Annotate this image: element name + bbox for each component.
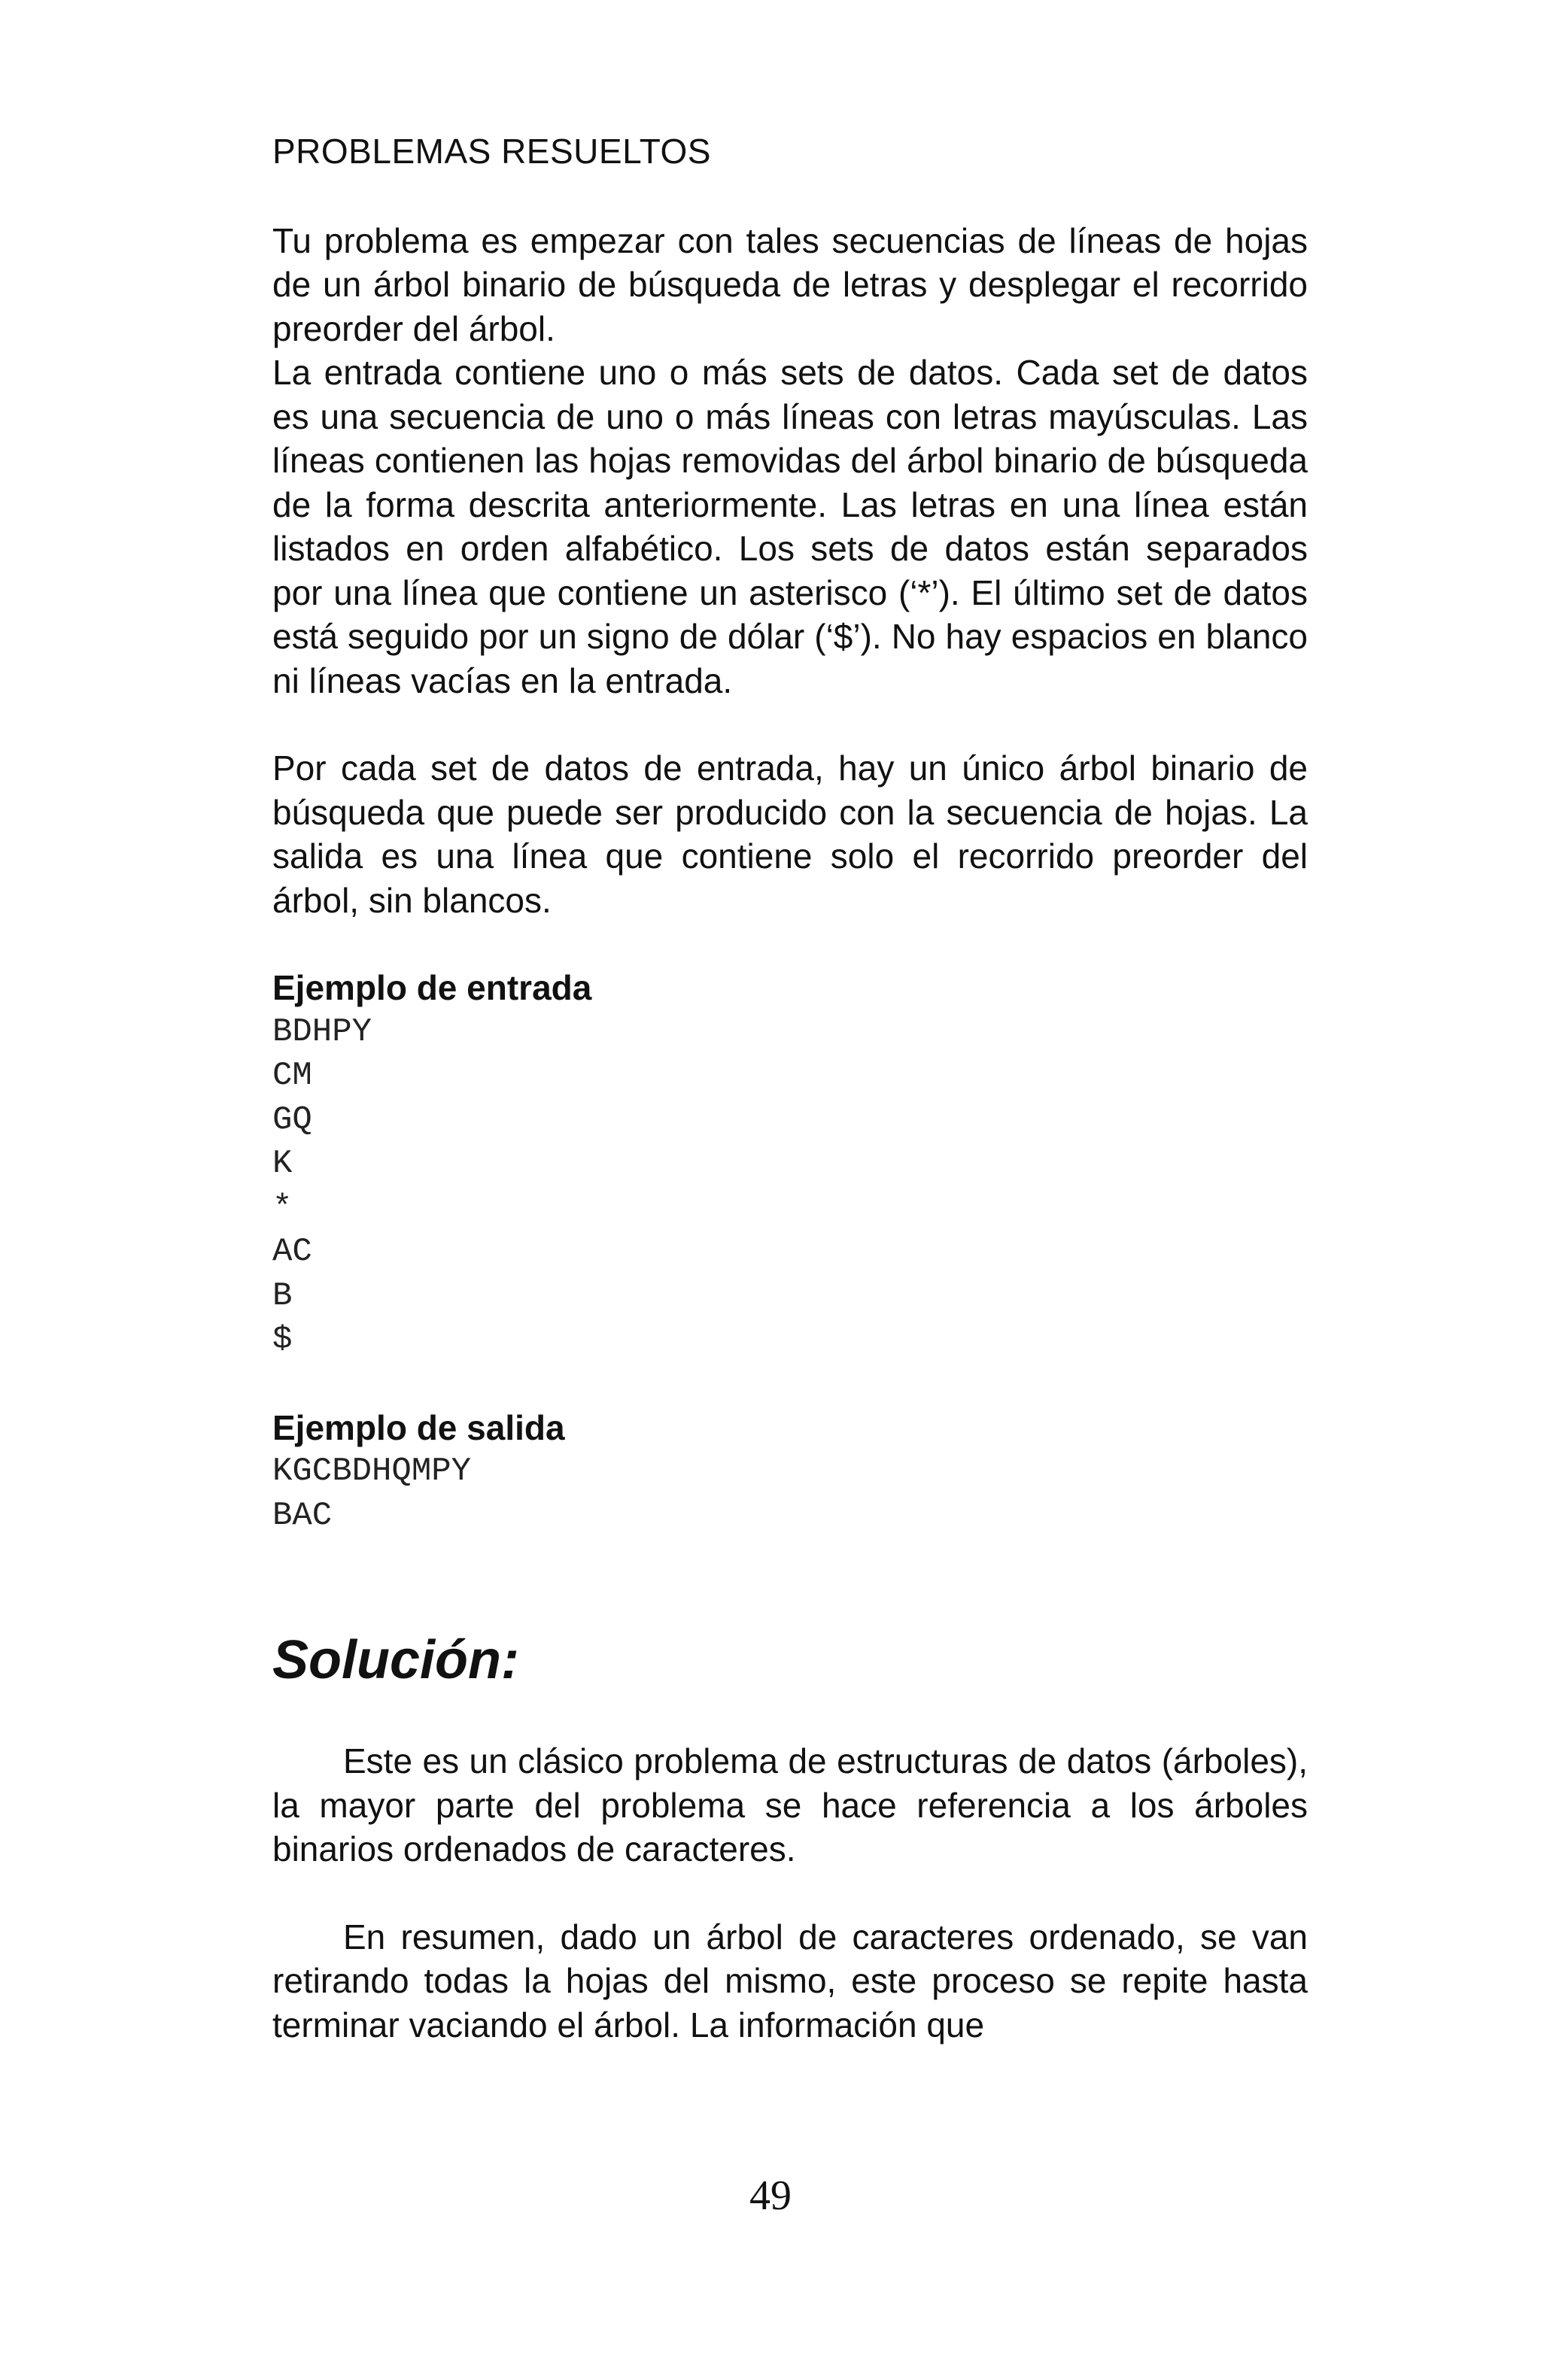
code-line: $ [272,1321,293,1358]
example-output-heading: Ejemplo de salida [272,1407,565,1447]
code-line: * [272,1188,293,1227]
code-line: BAC [272,1496,333,1535]
example-output-block [272,1450,1308,1538]
running-header: PROBLEMAS RESUELTOS [272,132,711,171]
intro-paragraph-2: La entrada contiene uno o más sets de datos. Cada set de datos es una secuencia de uno o más líneas con letras mayúsculas. Las líneas contienen las hojas removidas del árbol binario de búsqueda de la forma descrita anteriormente. Las letras en una línea están listados en orden alfabético. Los sets de datos están separados por una línea que contiene un asterisco (‘*’). El último set de datos está seguido por un signo de dólar (‘$’). No hay espacios en blanco ni líneas vacías en la entrada. [272,353,1308,700]
example-input-heading: Ejemplo de entrada [272,968,592,1007]
spacer [272,174,1308,219]
code-line: K [272,1145,293,1182]
intro-paragraph-3: Por cada set de datos de entrada, hay un único árbol binario de búsqueda que puede ser producido con la secuencia de hojas. La salida es una línea que contiene solo el recorrido preorder del árbol, sin blancos. [272,748,1308,920]
spacer [272,703,1308,746]
solution-heading: Solución: [272,1630,519,1690]
code-line: CM [272,1057,312,1094]
spacer [272,922,1308,966]
code-line: KGCBDHQMPY [272,1453,472,1490]
intro-paragraph-1: Tu problema es empezar con tales secuencias de líneas de hojas de un árbol binario de búsqueda de letras y desplegar el recorrido preorder del árbol. [272,220,1308,348]
example-input-block [272,1010,1308,1362]
solution-paragraph-2: En resumen, dado un árbol de caracteres ordenado, se van retirando todas la hojas del mismo, este proceso se repite hasta terminar vaciando el árbol. La información que [272,1917,1308,2045]
document-page [272,129,1308,2047]
solution-paragraph-1: Este es un clásico problema de estructuras de datos (árboles), la mayor parte del problema se hace referencia a los árboles binarios ordenados de caracteres. [272,1741,1308,1868]
spacer [272,1872,1308,1915]
code-line: B [272,1277,293,1315]
page-number: 49 [749,2172,792,2219]
code-line: GQ [272,1100,312,1139]
spacer [272,1694,1308,1739]
code-line: AC [272,1233,312,1270]
code-line: BDHPY [272,1012,372,1051]
spacer [272,1362,1308,1406]
spacer [272,1538,1308,1626]
